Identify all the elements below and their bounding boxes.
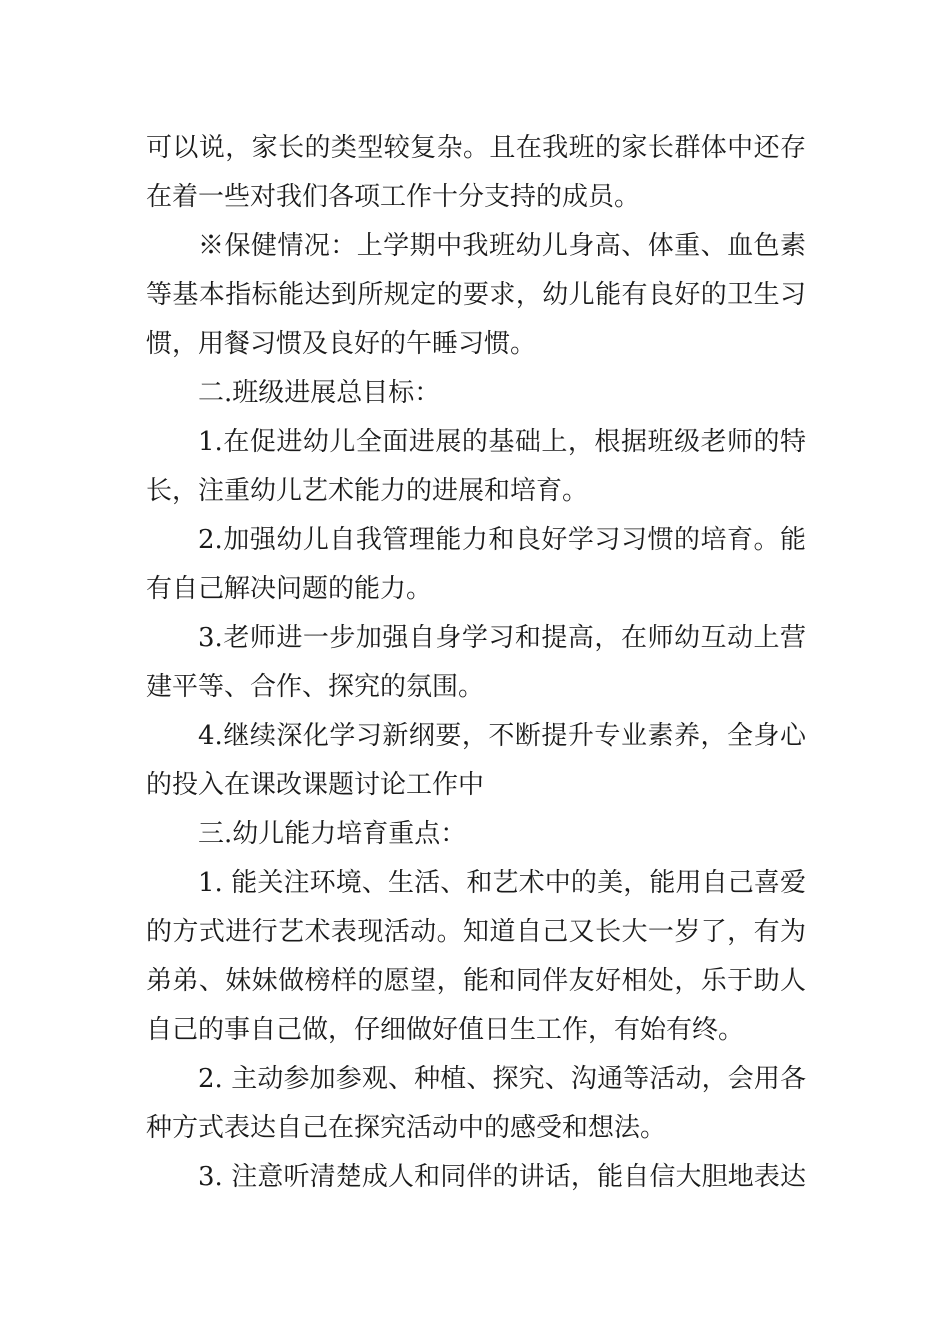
text-line: 可以说，家长的类型较复杂。且在我班的家长群体中还存	[146, 133, 806, 163]
text-line: 长，注重幼儿艺术能力的进展和培育。	[146, 476, 589, 506]
text-line: 种方式表达自己在探究活动中的感受和想法。	[146, 1113, 667, 1143]
text-line: 3.老师进一步加强自身学习和提高，在师幼互动上营	[198, 623, 806, 653]
text-line: 2.加强幼儿自我管理能力和良好学习习惯的培育。能	[198, 525, 806, 555]
text-line: 1.在促进幼儿全面进展的基础上，根据班级老师的特	[198, 427, 806, 457]
text-line: 自己的事自己做，仔细做好值日生工作，有始有终。	[146, 1015, 745, 1045]
text-line: 的方式进行艺术表现活动。知道自己又长大一岁了，有为	[146, 917, 806, 947]
text-line: 弟弟、妹妹做榜样的愿望，能和同伴友好相处，乐于助人	[146, 966, 806, 996]
text-line: 等基本指标能达到所规定的要求，幼儿能有良好的卫生习	[146, 280, 806, 310]
text-line: 有自己解决问题的能力。	[146, 574, 433, 604]
section-heading: 三.幼儿能力培育重点：	[198, 819, 467, 849]
text-line: 2. 主动参加参观、种植、探究、沟通等活动，会用各	[198, 1064, 806, 1094]
text-line: 的投入在课改课题讨论工作中	[146, 770, 485, 800]
section-heading: 二.班级进展总目标：	[198, 378, 441, 408]
text-line: 在着一些对我们各项工作十分支持的成员。	[146, 182, 641, 212]
text-line: 1. 能关注环境、生活、和艺术中的美，能用自己喜爱	[198, 868, 806, 898]
document-body	[146, 124, 806, 1202]
text-line: ※保健情况：上学期中我班幼儿身高、体重、血色素	[198, 231, 806, 261]
text-line: 建平等、合作、探究的氛围。	[146, 672, 485, 702]
text-line: 惯，用餐习惯及良好的午睡习惯。	[146, 329, 537, 359]
text-line: 4.继续深化学习新纲要，不断提升专业素养，全身心	[198, 721, 806, 751]
text-line: 3. 注意听清楚成人和同伴的讲话，能自信大胆地表达	[198, 1162, 806, 1192]
